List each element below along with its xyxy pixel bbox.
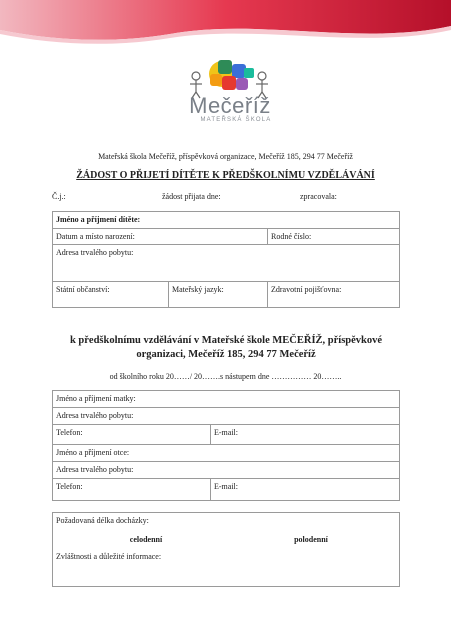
notes-label[interactable]: Zvláštnosti a důležité informace: (56, 552, 162, 561)
subtitle-line-1: k předškolnímu vzdělávání v Mateřské škole MEČEŘÍŽ, příspěvkové (69, 335, 383, 346)
mother-phone-field[interactable]: Telefon: (53, 425, 211, 445)
document-title: ŽÁDOST O PŘIJETÍ DÍTĚTE K PŘEDŠKOLNÍMU VZDĚLÁVÁNÍ (76, 170, 375, 181)
child-address-field[interactable]: Adresa trvalého pobytu: (53, 245, 400, 282)
processed-by-label: zpracovala: (300, 192, 337, 201)
attendance-cell (53, 513, 400, 587)
organization-line: Mateřská škola Mečeříž, příspěvková organizace, Mečeříž 185, 294 77 Mečeříž (98, 152, 353, 161)
insurance-field[interactable]: Zdravotní pojišťovna: (268, 282, 400, 308)
logo-name: Mečeříž (189, 93, 271, 118)
logo-subtitle: MATEŘSKÁ ŠKOLA (200, 117, 272, 123)
header-wave (0, 0, 451, 52)
father-email-field[interactable]: E-mail: (211, 479, 400, 501)
language-field[interactable]: Mateřský jazyk: (169, 282, 268, 308)
citizenship-field[interactable]: Státní občanství: (53, 282, 169, 308)
mother-name-field[interactable]: Jméno a příjmení matky: (53, 391, 400, 408)
mother-email-field[interactable]: E-mail: (211, 425, 400, 445)
father-address-field[interactable]: Adresa trvalého pobytu: (53, 462, 400, 479)
attendance-label: Požadovaná délka docházky: (56, 516, 149, 525)
halfday-option[interactable]: polodenní (294, 535, 328, 544)
received-date-label: žádost přijata dne: (162, 192, 221, 201)
subtitle-line-2: organizaci, Mečeříž 185, 294 77 Mečeříž (136, 349, 316, 360)
section-subtitle (52, 334, 400, 362)
father-name-field[interactable]: Jméno a příjmení otce: (53, 445, 400, 462)
school-year-line: od školního roku 20……/ 20…….s nástupem dne …………… 20…….. (109, 372, 342, 381)
parents-table (52, 390, 400, 501)
id-number-field[interactable]: Rodné číslo: (268, 229, 400, 245)
reference-number-label: Č.j.: (52, 192, 66, 201)
father-phone-field[interactable]: Telefon: (53, 479, 211, 501)
attendance-table (52, 512, 400, 587)
mother-address-field[interactable]: Adresa trvalého pobytu: (53, 408, 400, 425)
attendance-options (56, 535, 396, 544)
child-name-field[interactable]: Jméno a příjmení dítěte: (53, 212, 400, 229)
child-info-table (52, 211, 400, 308)
birth-field[interactable]: Datum a místo narození: (53, 229, 268, 245)
fullday-option[interactable]: celodenní (129, 535, 163, 544)
